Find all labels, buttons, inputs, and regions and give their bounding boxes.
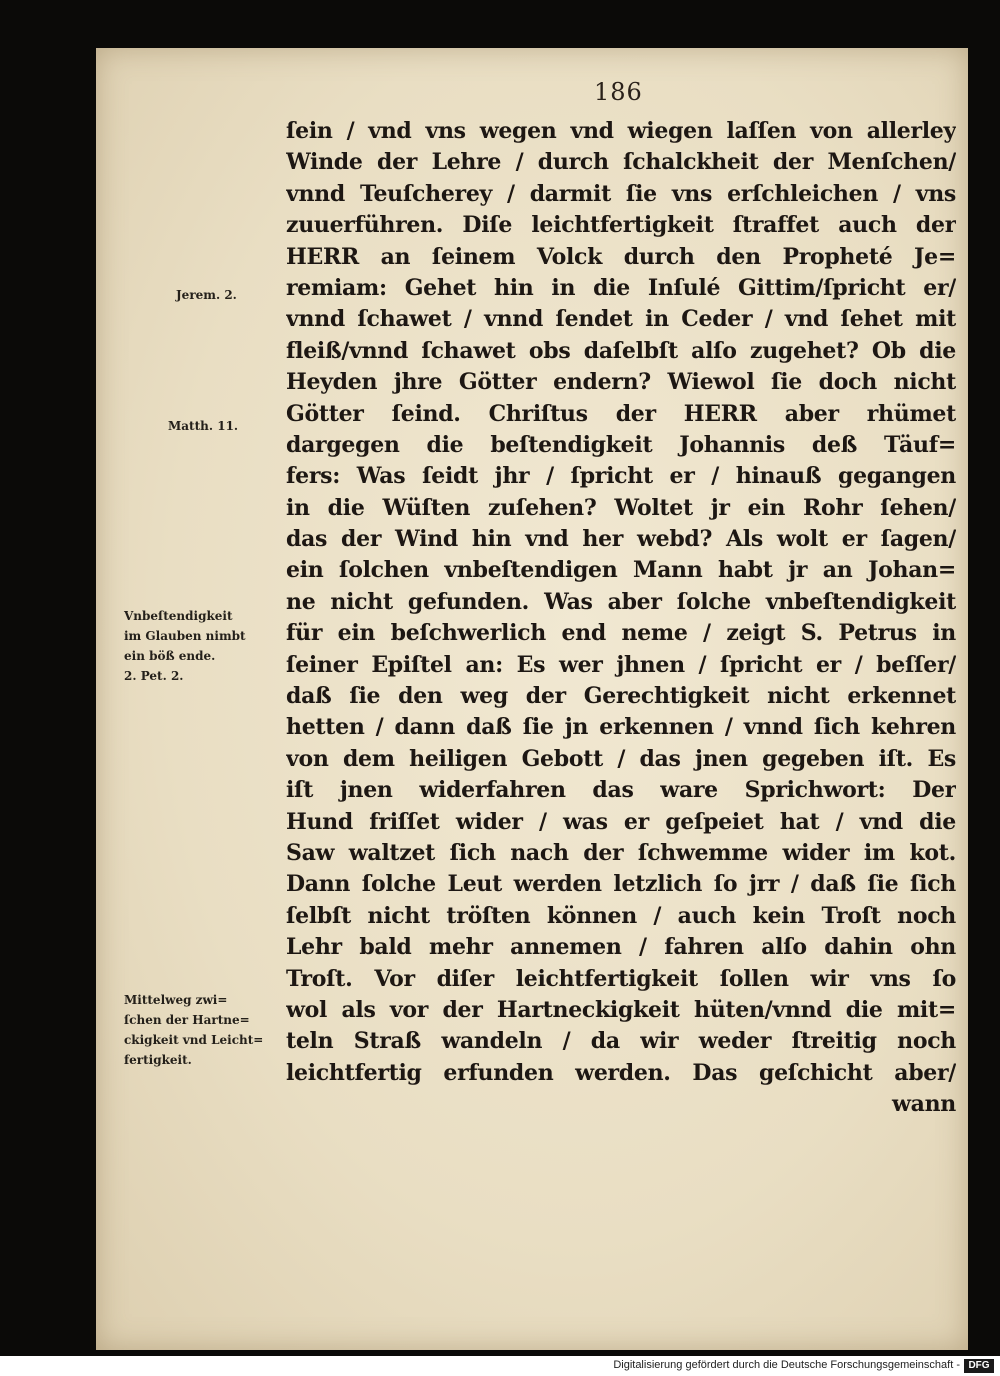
- text-line: für ein beſchwerlich end neme / zeigt S. Petrus in: [286, 620, 956, 647]
- text-line: in die Wüſten zuſehen? Woltet jr ein Rohr ſehen/: [286, 494, 956, 521]
- margin-note-line: im Glauben nimbt: [124, 629, 246, 643]
- margin-note-line: fertigkeit.: [124, 1053, 192, 1067]
- text-line: Saw waltzet ſich nach der ſchwemme wider im kot.: [286, 839, 956, 866]
- text-line: remiam: Gehet hin in die Inſulé Gittim/ſpricht er/: [286, 274, 956, 301]
- text-line: Heyden jhre Götter endern? Wiewol ſie doch nicht: [286, 369, 956, 396]
- text-line: leichtfertig erfunden werden. Das geſchicht aber/: [286, 1059, 956, 1086]
- text-line: dargegen die beſtendigkeit Johannis deß Täuf=: [286, 431, 956, 458]
- text-line: hetten / dann daß ſie jn erkennen / vnnd ſich kehren: [286, 714, 956, 741]
- text-line: Winde der Lehre / durch ſchalckheit der Menſchen/: [286, 149, 956, 176]
- text-line: das der Wind hin vnd her webd? Als wolt er ſagen/: [286, 526, 956, 553]
- text-line: daß ſie den weg der Gerechtigkeit nicht erkennet: [286, 683, 956, 710]
- margin-note-line: 2. Pet. 2.: [124, 669, 184, 683]
- margin-note-line: Mittelweg zwi=: [124, 993, 228, 1007]
- text-line: ſeiner Epiſtel an: Es wer jhnen / ſpricht er / beſſer/: [286, 651, 956, 678]
- catchword: wann: [892, 1091, 956, 1118]
- text-line: teln Straß wandeln / da wir weder ſtreitig noch: [286, 1028, 956, 1055]
- margin-note-unsteadiness: [124, 606, 246, 686]
- text-line: HERR an ſeinem Volck durch den Propheté Je=: [286, 243, 956, 270]
- dfg-logo-icon: DFG: [964, 1359, 994, 1373]
- text-line: Troſt. Vor diſer leichtfertigkeit ſollen wir vns ſo: [286, 965, 956, 992]
- footer-bar: [0, 1356, 1000, 1376]
- text-line: vnnd ſchawet / vnnd ſendet in Ceder / vnd ſehet mit: [286, 306, 956, 333]
- margin-note-line: Matth. 11.: [168, 419, 239, 433]
- text-line: von dem heiligen Gebott / das jnen gegeben iſt. Es: [286, 745, 956, 772]
- text-line: fleiß/vnnd ſchawet obs daſelbſt alſo zugehet? Ob die: [286, 337, 956, 364]
- main-text-block: [286, 116, 956, 1121]
- margin-note-jeremiah: [176, 285, 237, 305]
- margin-note-matthew: [168, 416, 238, 436]
- margin-note-middle-way: [124, 990, 263, 1070]
- page-number: 186: [594, 78, 643, 106]
- text-line: ein ſolchen vnbeſtendigen Mann habt jr an Johan=: [286, 557, 956, 584]
- text-line: vnnd Teuſcherey / darmit ſie vns erſchleichen / vns: [286, 180, 956, 207]
- text-line: ſein / vnd vns wegen vnd wiegen laſſen von allerley: [286, 118, 956, 144]
- text-line: Dann ſolche Leut werden letzlich ſo jrr / daß ſie ſich: [286, 871, 956, 898]
- text-line: ſelbſt nicht tröſten können / auch kein Troſt noch: [286, 902, 956, 929]
- margin-note-line: Jerem. 2.: [176, 288, 237, 302]
- text-line: zuuerführen. Diſe leichtfertigkeit ſtraffet auch der: [286, 212, 956, 239]
- margin-note-line: Vnbeſtendigkeit: [124, 609, 233, 623]
- margin-note-line: ſchen der Hartne=: [124, 1013, 250, 1027]
- text-line: iſt jnen widerfahren das ware Sprichwort: Der: [286, 777, 956, 804]
- text-line: fers: Was ſeidt jhr / ſpricht er / hinauß gegangen: [286, 463, 956, 490]
- text-line: Götter ſeind. Chriſtus der HERR aber rhümet: [286, 400, 956, 427]
- text-line: Lehr bald mehr annemen / fahren alſo dahin ohn: [286, 934, 956, 961]
- margin-note-line: ckigkeit vnd Leicht=: [124, 1033, 264, 1047]
- margin-note-line: ein böß ende.: [124, 649, 216, 663]
- funding-credit: Digitalisierung gefördert durch die Deutsche Forschungsgemeinschaft -: [613, 1359, 960, 1371]
- text-line: Hund friſſet wider / was er geſpeiet hat / vnd die: [286, 808, 956, 835]
- text-line: ne nicht gefunden. Was aber ſolche vnbeſtendigkeit: [286, 588, 956, 615]
- text-line: wol als vor der Hartneckigkeit hüten/vnnd die mit=: [286, 996, 956, 1023]
